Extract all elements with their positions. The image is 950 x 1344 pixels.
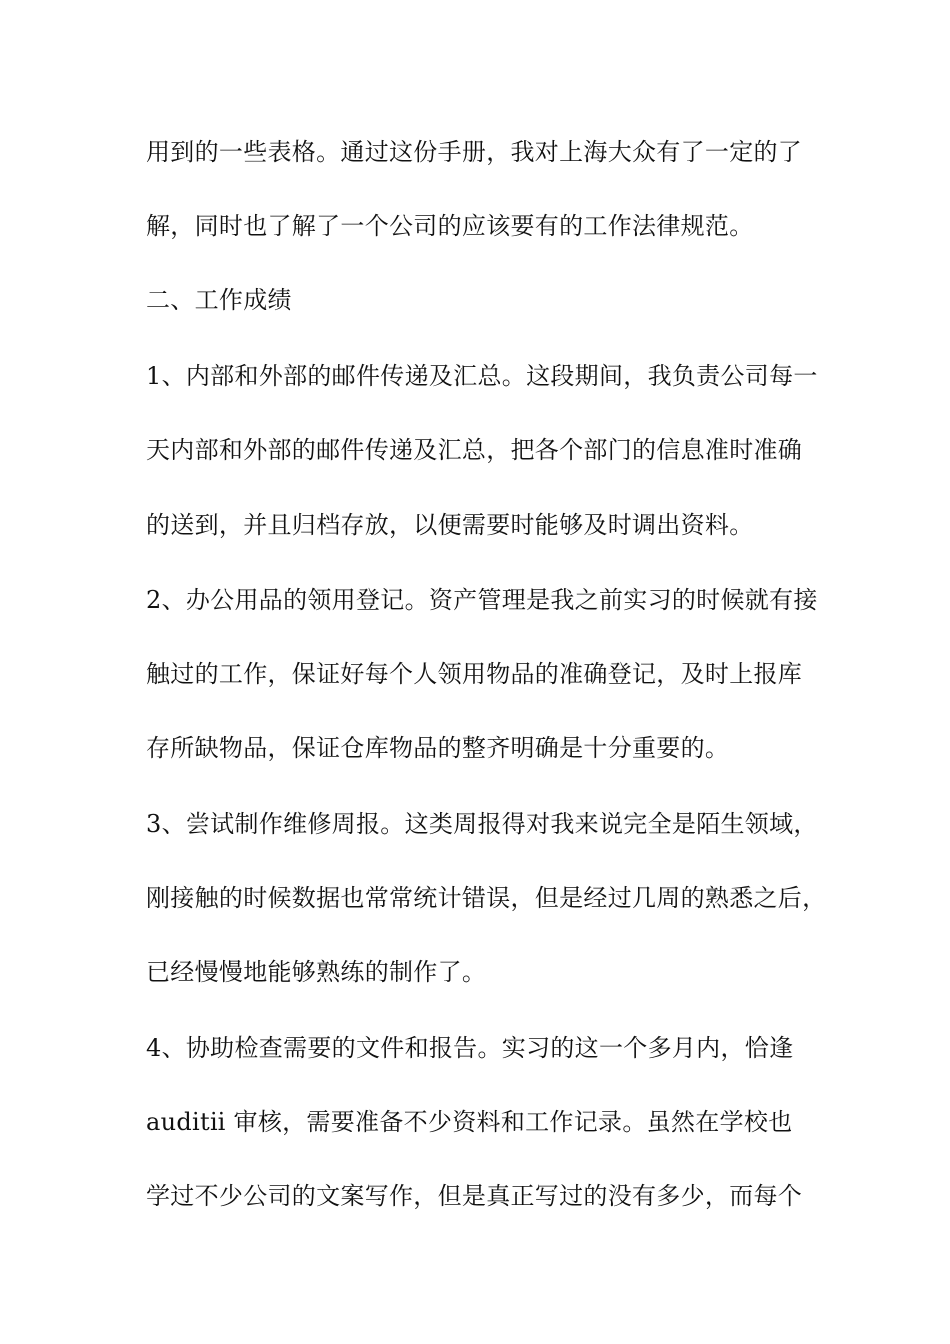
paragraph-line: 用到的一些表格。通过这份手册，我对上海大众有了一定的了	[146, 138, 803, 166]
paragraph-line: 1、内部和外部的邮件传递及汇总。这段期间，我负责公司每一	[146, 362, 818, 390]
paragraph-line: 已经慢慢地能够熟练的制作了。	[146, 958, 487, 986]
paragraph-line: auditⅱ 审核，需要准备不少资料和工作记录。虽然在学校也	[146, 1108, 793, 1136]
paragraph-line: 学过不少公司的文案写作，但是真正写过的没有多少，而每个	[146, 1182, 803, 1210]
paragraph-line: 3、尝试制作维修周报。这类周报得对我来说完全是陌生领域，	[146, 810, 818, 838]
paragraph-line: 天内部和外部的邮件传递及汇总，把各个部门的信息准时准确	[146, 436, 803, 464]
paragraph-line: 2、办公用品的领用登记。资产管理是我之前实习的时候就有接	[146, 586, 818, 614]
paragraph-line: 的送到，并且归档存放，以便需要时能够及时调出资料。	[146, 511, 754, 539]
paragraph-line: 存所缺物品，保证仓库物品的整齐明确是十分重要的。	[146, 734, 730, 762]
paragraph-line: 刚接触的时候数据也常常统计错误，但是经过几周的熟悉之后，	[146, 884, 827, 912]
paragraph-line: 触过的工作，保证好每个人领用物品的准确登记，及时上报库	[146, 660, 803, 688]
paragraph-line: 4、协助检查需要的文件和报告。实习的这一个多月内，恰逢	[146, 1034, 794, 1062]
paragraph-line: 解，同时也了解了一个公司的应该要有的工作法律规范。	[146, 212, 754, 240]
section-heading: 二、工作成绩	[146, 286, 292, 314]
